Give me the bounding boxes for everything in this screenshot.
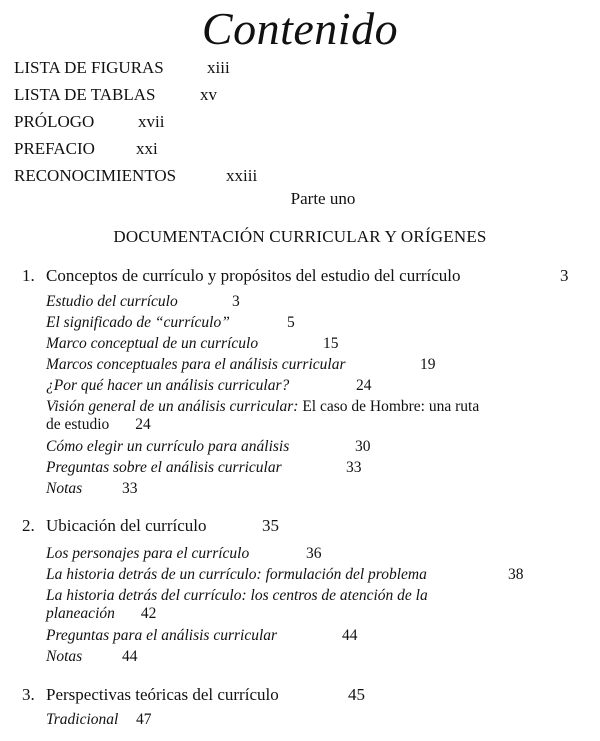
chapter-heading (22, 516, 279, 536)
part-title: DOCUMENTACIÓN CURRICULAR Y ORÍGENES (113, 227, 487, 246)
chapter-number: 1. (22, 266, 35, 285)
toc-entry: Preguntas sobre el análisis curricular 33 (46, 459, 362, 476)
entry-page: 5 (287, 314, 295, 331)
chapter-title: Conceptos de currículo y propósitos del estudio del currículo (46, 266, 461, 285)
entry-page: 33 (122, 480, 138, 497)
front-matter-page: xxiii (226, 166, 258, 185)
toc-entry: Preguntas para el análisis curricular 44 (46, 627, 358, 644)
front-matter-page: xvii (138, 112, 165, 131)
toc-entry: El significado de “currículo” 5 (46, 314, 295, 331)
chapter-title: Ubicación del currículo (46, 516, 207, 535)
entry-page: 44 (342, 627, 358, 644)
toc-entry: ¿Por qué hacer un análisis curricular? 24 (46, 377, 372, 394)
front-matter-item (14, 58, 230, 78)
part-label: Parte uno (290, 189, 356, 208)
toc-entry: La historia detrás de un currículo: formulación del problema 38 (46, 566, 524, 583)
front-matter-item (14, 166, 258, 186)
entry-page: 19 (420, 356, 436, 373)
chapter-title: Perspectivas teóricas del currículo (46, 685, 279, 704)
front-matter-label: RECONOCIMIENTOS (14, 166, 177, 185)
entry-page: 15 (323, 335, 339, 352)
front-matter-label: LISTA DE TABLAS (14, 85, 156, 104)
entry-page: 33 (346, 459, 362, 476)
front-matter-item (14, 85, 217, 105)
entry-page: 36 (306, 545, 322, 562)
chapter-number: 3. (22, 685, 35, 704)
chapter-number: 2. (22, 516, 35, 535)
entry-page: 44 (122, 648, 138, 665)
front-matter-page: xv (200, 85, 217, 104)
toc-entry: La historia detrás del currículo: los centros de atención de la planeación 42 (46, 587, 428, 622)
entry-page: 3 (232, 293, 240, 310)
front-matter-page: xxi (136, 139, 158, 158)
toc-entry: Notas 44 (46, 648, 138, 665)
toc-entry: Tradicional 47 (46, 711, 152, 728)
chapter-page: 35 (262, 516, 279, 535)
chapter-page: 45 (348, 685, 365, 704)
page-title: Contenido (201, 3, 399, 54)
entry-page: 24 (135, 416, 151, 433)
toc-entry: Los personajes para el currículo 36 (46, 545, 322, 562)
entry-page: 38 (508, 566, 524, 583)
entry-page: 30 (355, 438, 371, 455)
entry-page: 24 (356, 377, 372, 394)
toc-entry: Notas 33 (46, 480, 138, 497)
toc-entry: Visión general de un análisis curricular: El caso de Hombre: una ruta de estudio 24 (46, 398, 480, 433)
chapter-heading (22, 266, 569, 286)
front-matter-label: PREFACIO (14, 139, 95, 158)
front-matter-label: LISTA DE FIGURAS (14, 58, 164, 77)
entry-page: 47 (136, 711, 152, 728)
front-matter-item (14, 112, 165, 132)
toc-entry: Marco conceptual de un currículo 15 (46, 335, 339, 352)
toc-entry: Cómo elegir un currículo para análisis 30 (46, 438, 371, 455)
toc-entry: Marcos conceptuales para el análisis curricular 19 (46, 356, 436, 373)
entry-page: 42 (140, 605, 157, 622)
front-matter-item (14, 139, 158, 159)
chapter-page: 3 (560, 266, 569, 285)
chapter-heading (22, 685, 365, 705)
toc-entry: Estudio del currículo 3 (46, 293, 240, 310)
front-matter-page: xiii (207, 58, 230, 77)
front-matter-label: PRÓLOGO (14, 112, 95, 131)
